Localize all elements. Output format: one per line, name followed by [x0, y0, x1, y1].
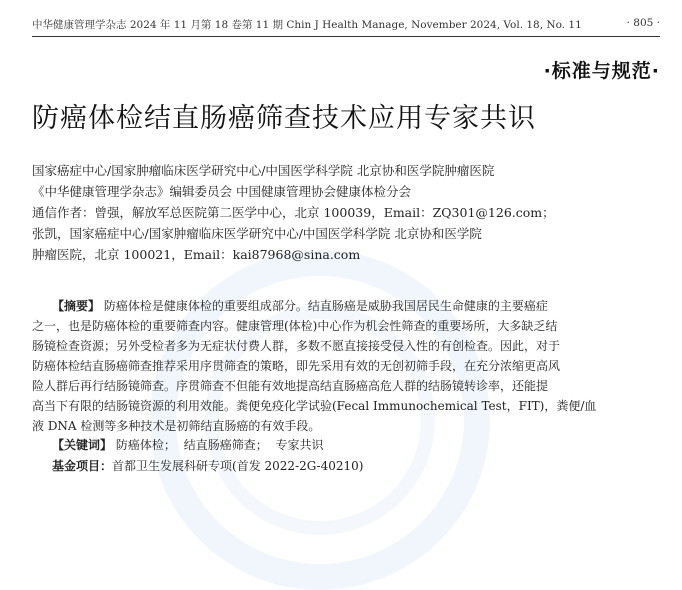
abstract-line: 高当下有限的结肠镜资源的利用效能。粪便免疫化学试验(Fecal Immunochemical Test，FIT)，粪便/血 [32, 399, 597, 413]
author-line: 国家癌症中心/国家肿瘤临床医学研究中心/中国医学科学院 北京协和医学院肿瘤医院 [32, 163, 495, 178]
abstract-line: 防癌体检结直肠癌筛查推荐采用序贯筛查的策略，即先采用有效的无创初筛手段，在充分浓缩更高风 [32, 359, 561, 373]
keywords-label: 【关键词】 [52, 438, 113, 452]
author-line: 张凯，国家癌症中心/国家肿瘤临床医学研究中心/中国医学科学院 北京协和医学院 [32, 226, 482, 241]
keyword: 结直肠癌筛查； [183, 438, 268, 452]
page-number: · 805 · [626, 17, 660, 29]
keyword: 专家共识 [275, 438, 324, 452]
funding-label: 基金项目： [52, 459, 113, 473]
keywords [52, 436, 328, 453]
abstract-line: 险人群后再行结肠镜筛查。序贯筛查不但能有效地提高结直肠癌高危人群的结肠镜转诊率，还能提 [32, 379, 549, 393]
abstract-line: 肠镜检查资源；另外受检者多为无症状付费人群，多数不愿直接接受侵入性的有创检查。因此，对于 [32, 339, 561, 353]
section-tag: ·标准与规范· [543, 60, 660, 82]
funding-text: 首都卫生发展科研专项(首发 2022-2G-40210) [112, 459, 364, 473]
abstract-line: 之一，也是防癌体检的重要筛查内容。健康管理(体检)中心作为机会性筛查的重要场所，大多缺乏结 [32, 319, 558, 333]
author-line: 《中华健康管理学杂志》编辑委员会 中国健康管理协会健康体检分会 [32, 184, 411, 199]
author-line: 通信作者：曾强，解放军总医院第二医学中心，北京 100039，Email：ZQ301@126.com； [32, 205, 555, 220]
abstract-label: 【摘要】 [52, 299, 101, 313]
article-title: 防癌体检结直肠癌筛查技术应用专家共识 [32, 103, 536, 134]
funding [52, 457, 363, 474]
abstract-line: 防癌体检是健康体检的重要组成部分。结直肠癌是威胁我国居民生命健康的主要癌症 [103, 299, 548, 313]
header-rule [32, 36, 660, 37]
author-line: 肿瘤医院，北京 100021，Email：kai87968@sina.com [32, 247, 361, 262]
running-header-citation: 中华健康管理学杂志 2024 年 11 月第 18 卷第 11 期 Chin J Health Manage, November 2024, Vol. 18, No. 11 [32, 19, 582, 31]
abstract-line: 液 DNA 检测等多种技术是初筛结直肠癌的有效手段。 [32, 419, 321, 433]
author-affiliations [32, 160, 662, 265]
keyword: 防癌体检； [115, 438, 176, 452]
abstract [32, 296, 650, 436]
